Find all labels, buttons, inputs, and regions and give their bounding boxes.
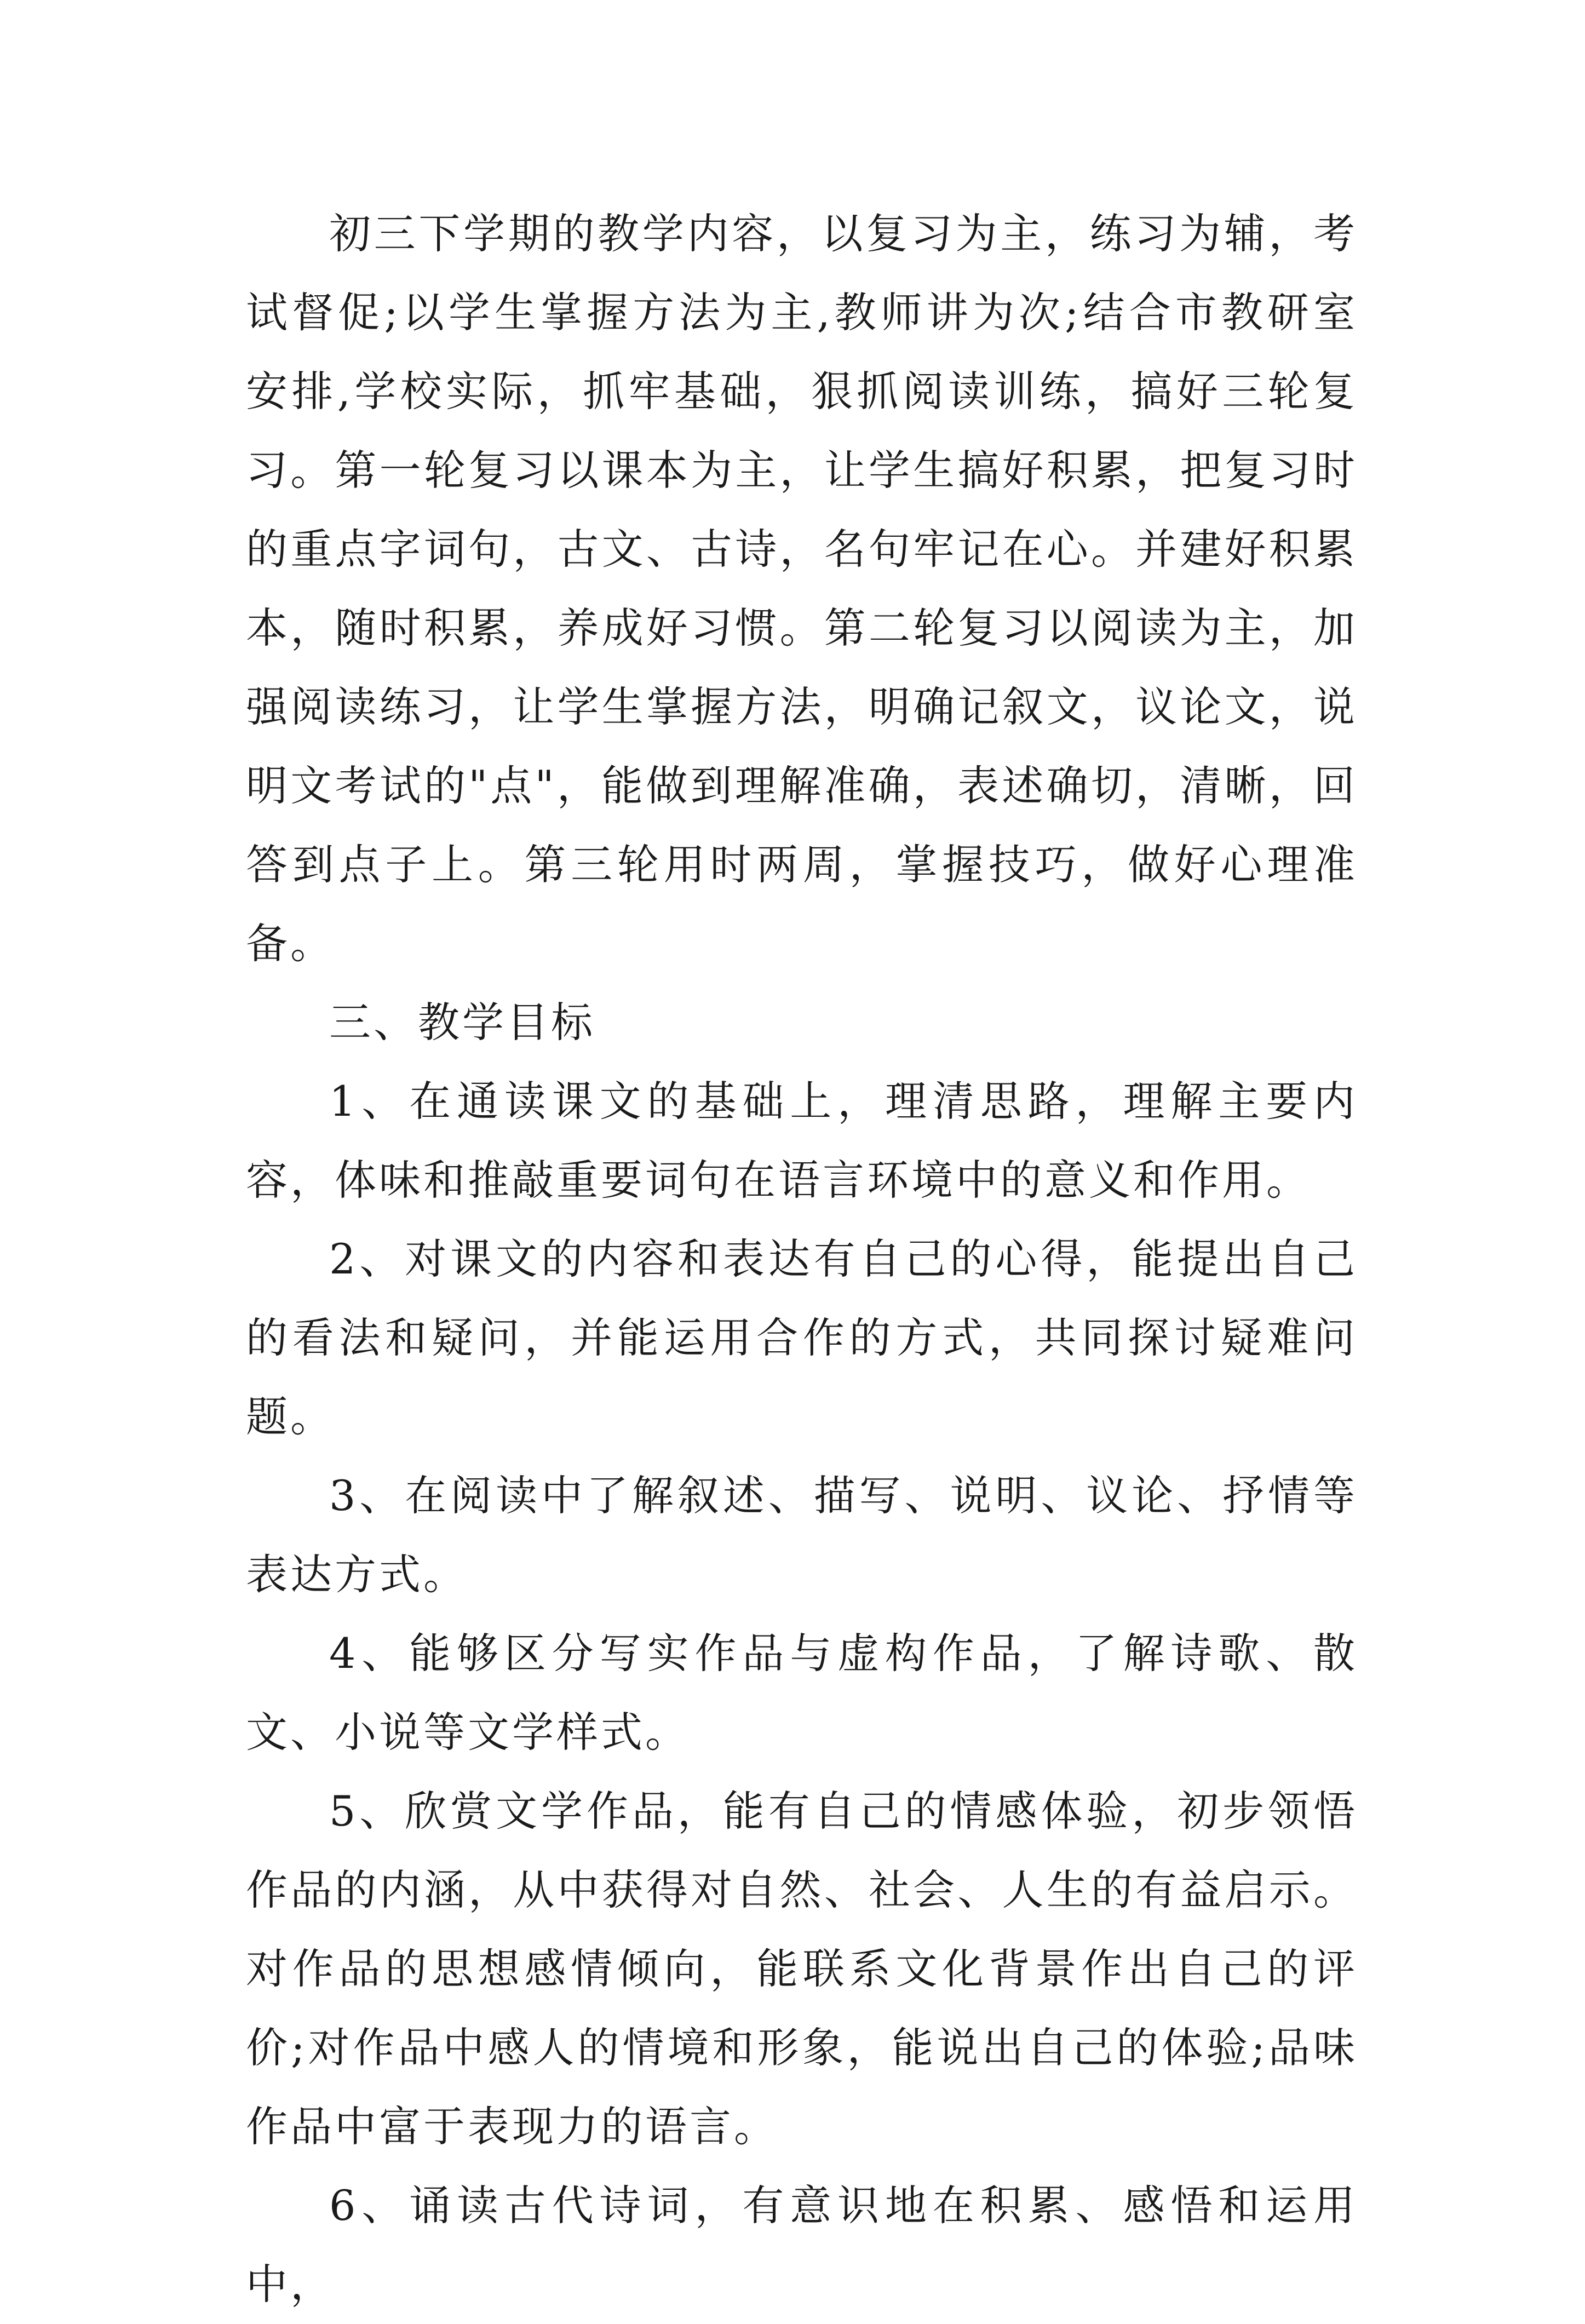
goal-item-5: 5、欣赏文学作品，能有自己的情感体验，初步领悟作品的内涵，从中获得对自然、社会、人生的有益启示。对作品的思想感情倾向，能联系文化背景作出自己的评价;对作品中感人的情境和形象，能说出自己的体验;品味作品中富于表现力的语言。 — [246, 1787, 1358, 2151]
section-heading: 三、教学目标 — [329, 998, 595, 1047]
goal-item-6: 6、诵读古代诗词，有意识地在积累、感悟和运用中， — [246, 2181, 1358, 2309]
goal-item-3: 3、在阅读中了解叙述、描写、说明、议论、抒情等表达方式。 — [246, 1471, 1358, 1599]
goal-item-4: 4、能够区分写实作品与虚构作品，了解诗歌、散文、小说等文学样式。 — [246, 1629, 1358, 1757]
goal-item-1: 1、在通读课文的基础上，理清思路，理解主要内容，体味和推敲重要词句在语言环境中的意义和作用。 — [246, 1077, 1358, 1204]
intro-paragraph: 初三下学期的教学内容，以复习为主，练习为辅，考试督促;以学生掌握方法为主,教师讲为次;结合市教研室安排,学校实际，抓牢基础，狠抓阅读训练，搞好三轮复习。第一轮复习以课本为主，让学生搞好积累，把复习时的重点字词句，古文、古诗，名句牢记在心。并建好积累本，随时积累，养成好习惯。第二轮复习以阅读为主，加强阅读练习，让学生掌握方法，明确记叙文，议论文，说明文考试的"点"，能做到理解准确，表述确切，清晰，回答到点子上。第三轮用时两周，掌握技巧，做好心理准备。 — [246, 209, 1358, 968]
document-body — [246, 194, 1358, 2324]
goal-item-2: 2、对课文的内容和表达有自己的心得，能提出自己的看法和疑问，并能运用合作的方式，共同探讨疑难问题。 — [246, 1235, 1358, 1441]
